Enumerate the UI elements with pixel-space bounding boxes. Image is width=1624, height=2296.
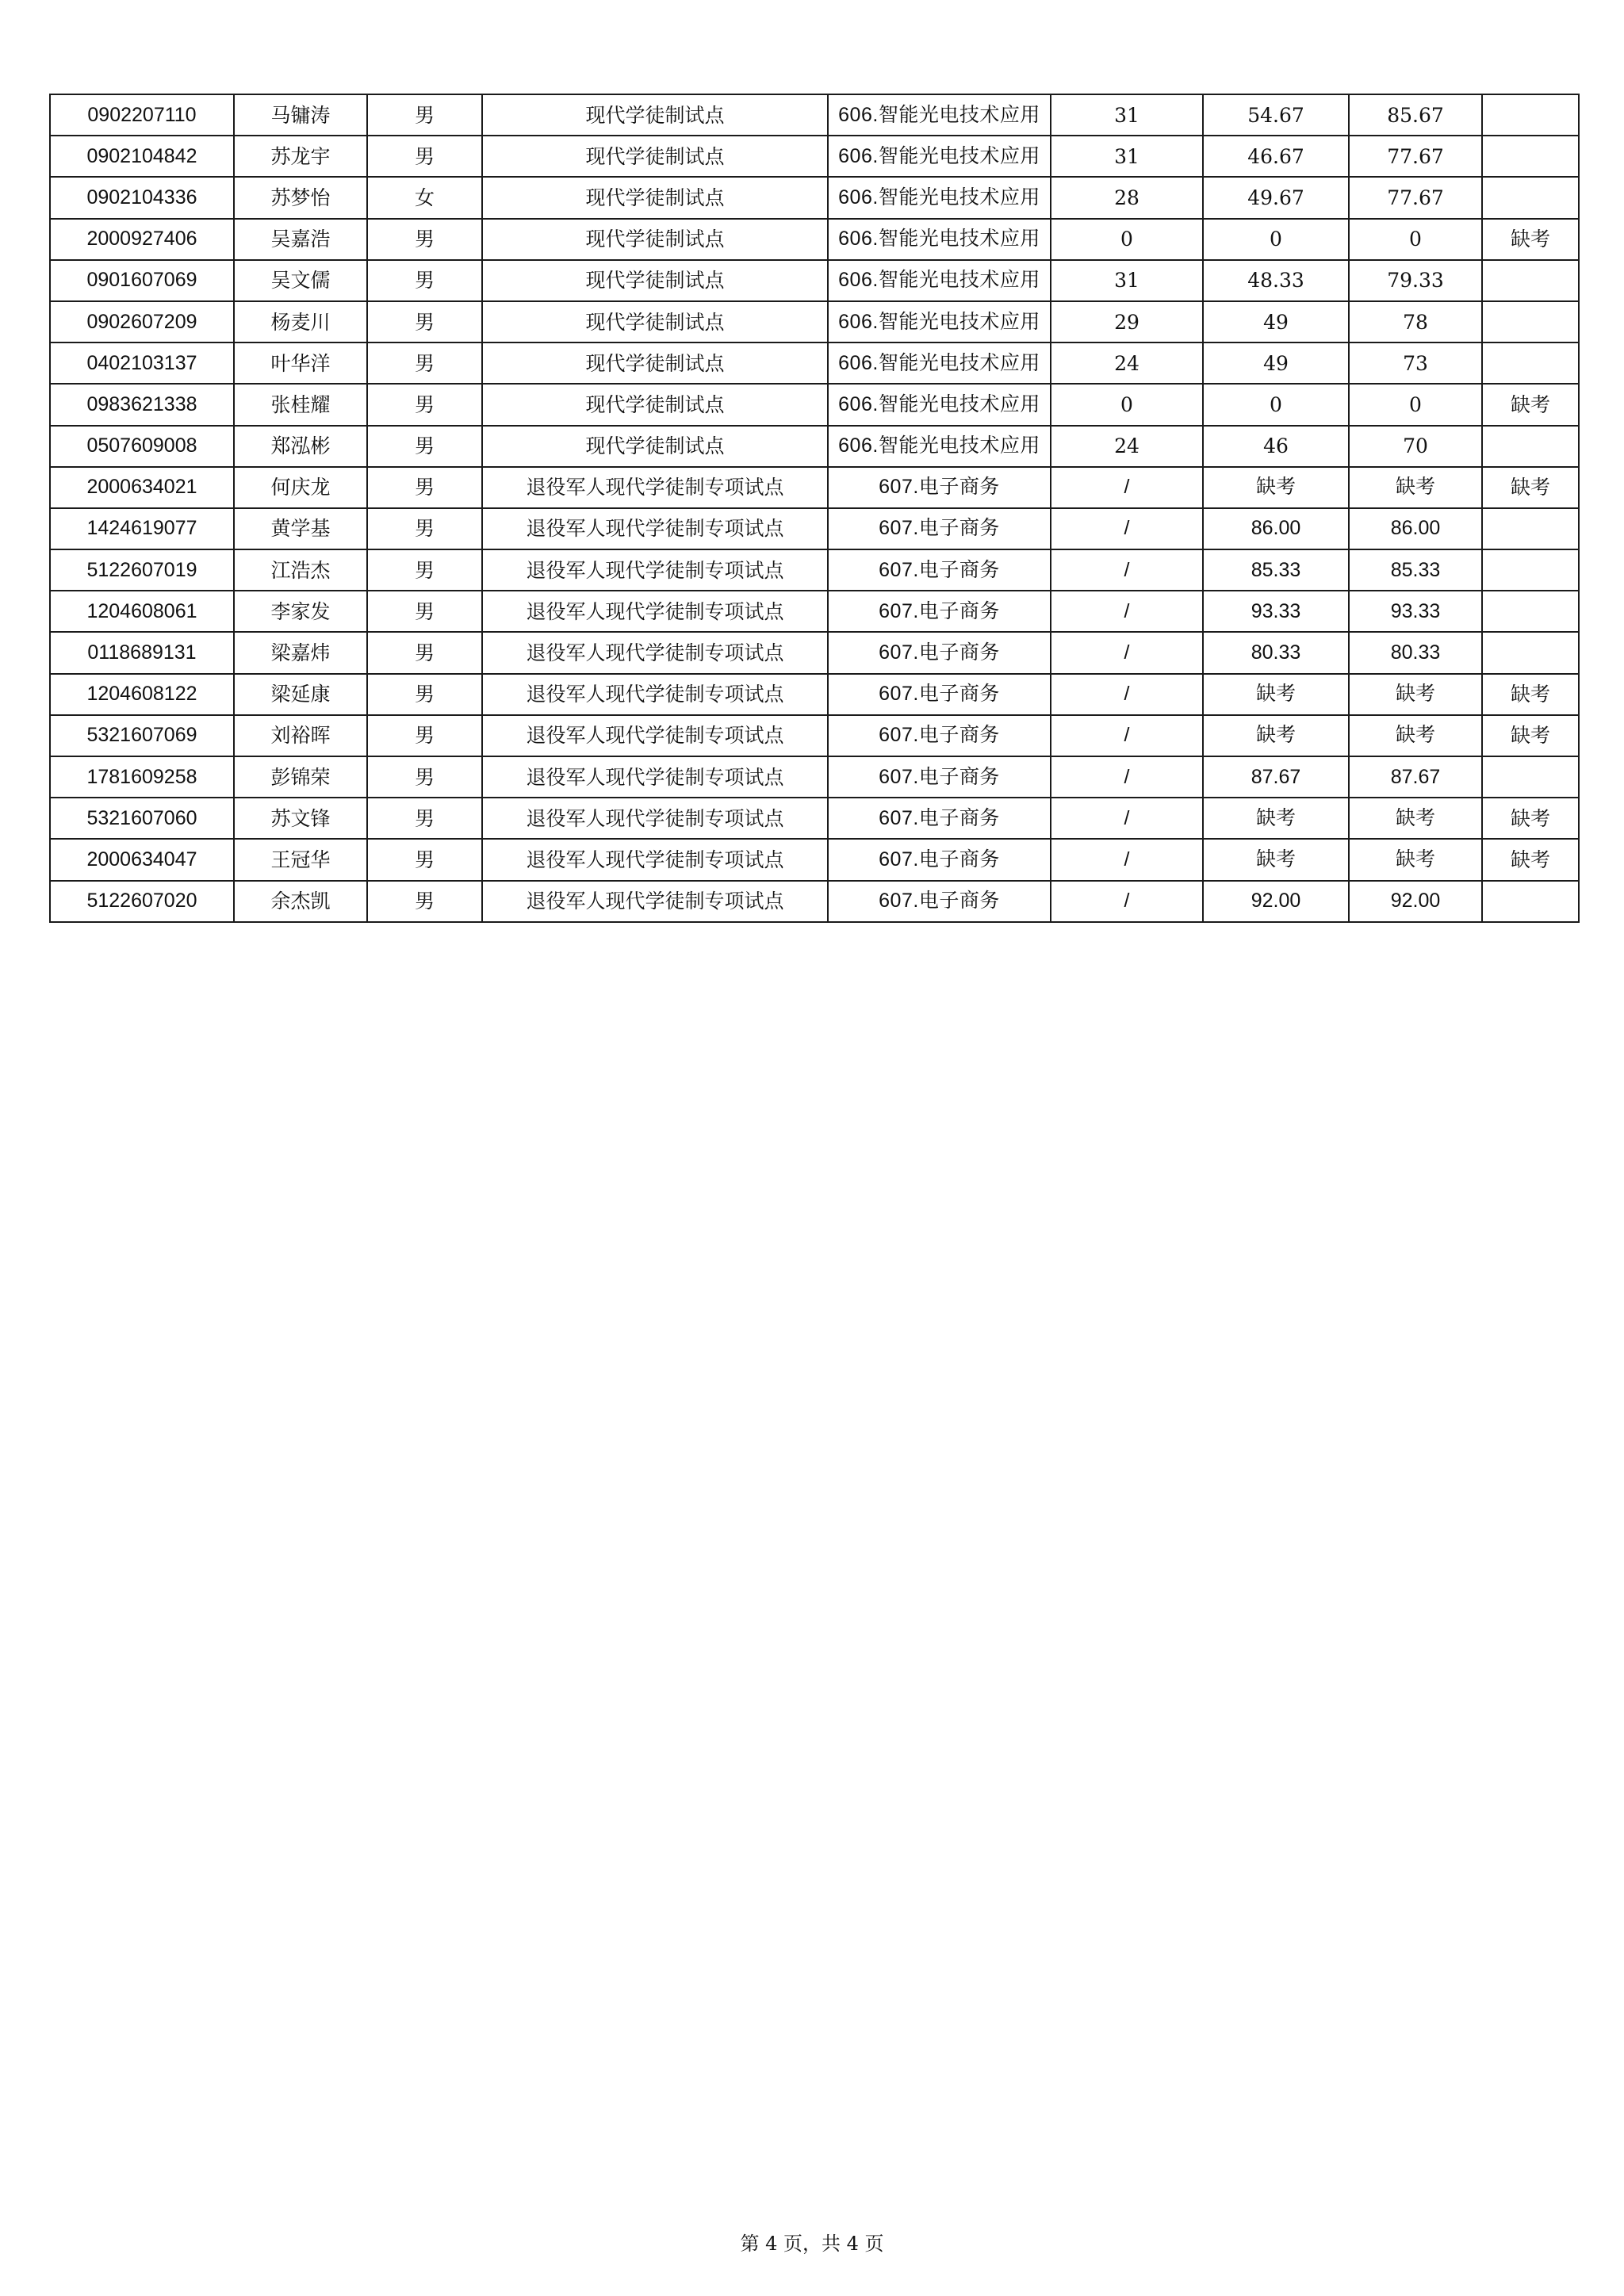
total-score-cell: 73 xyxy=(1349,342,1482,384)
major-cell: 607.电子商务 xyxy=(828,467,1051,508)
score1-cell: 31 xyxy=(1051,260,1203,301)
page-number: 第 4 页，共 4 页 xyxy=(740,2233,884,2255)
total-score-cell: 93.33 xyxy=(1349,591,1482,632)
score2-cell: 80.33 xyxy=(1203,632,1349,673)
score2-cell: 缺考 xyxy=(1203,798,1349,839)
score-table xyxy=(49,94,1580,923)
remark-cell: 缺考 xyxy=(1482,839,1579,880)
score2-cell: 54.67 xyxy=(1203,94,1349,136)
total-score-cell: 70 xyxy=(1349,426,1482,467)
score1-cell: / xyxy=(1051,674,1203,715)
exam-id-cell: 0901607069 xyxy=(50,260,234,301)
major-cell: 606.智能光电技术应用 xyxy=(828,94,1051,136)
category-cell: 退役军人现代学徒制专项试点 xyxy=(482,549,828,591)
name-cell: 黄学基 xyxy=(234,508,367,549)
category-cell: 退役军人现代学徒制专项试点 xyxy=(482,881,828,922)
major-cell: 606.智能光电技术应用 xyxy=(828,342,1051,384)
score1-cell: 0 xyxy=(1051,384,1203,425)
total-score-cell: 87.67 xyxy=(1349,756,1482,798)
name-cell: 何庆龙 xyxy=(234,467,367,508)
category-cell: 退役军人现代学徒制专项试点 xyxy=(482,715,828,756)
exam-id-cell: 1781609258 xyxy=(50,756,234,798)
major-cell: 607.电子商务 xyxy=(828,756,1051,798)
score2-cell: 49 xyxy=(1203,301,1349,342)
name-cell: 杨麦川 xyxy=(234,301,367,342)
remark-cell xyxy=(1482,342,1579,384)
table-row xyxy=(50,177,1579,218)
table-row xyxy=(50,342,1579,384)
exam-id-cell: 0983621338 xyxy=(50,384,234,425)
category-cell: 退役军人现代学徒制专项试点 xyxy=(482,508,828,549)
category-cell: 退役军人现代学徒制专项试点 xyxy=(482,467,828,508)
major-cell: 607.电子商务 xyxy=(828,881,1051,922)
major-cell: 607.电子商务 xyxy=(828,798,1051,839)
name-cell: 余杰凯 xyxy=(234,881,367,922)
major-cell: 607.电子商务 xyxy=(828,591,1051,632)
remark-cell xyxy=(1482,508,1579,549)
remark-cell xyxy=(1482,591,1579,632)
remark-cell: 缺考 xyxy=(1482,674,1579,715)
table-row xyxy=(50,260,1579,301)
gender-cell: 男 xyxy=(367,715,482,756)
table-row xyxy=(50,301,1579,342)
score2-cell: 87.67 xyxy=(1203,756,1349,798)
exam-id-cell: 0902104842 xyxy=(50,136,234,177)
category-cell: 退役军人现代学徒制专项试点 xyxy=(482,674,828,715)
remark-cell xyxy=(1482,301,1579,342)
table-row xyxy=(50,94,1579,136)
name-cell: 王冠华 xyxy=(234,839,367,880)
name-cell: 苏文锋 xyxy=(234,798,367,839)
score1-cell: / xyxy=(1051,508,1203,549)
score1-cell: 29 xyxy=(1051,301,1203,342)
category-cell: 现代学徒制试点 xyxy=(482,426,828,467)
exam-id-cell: 0902607209 xyxy=(50,301,234,342)
name-cell: 梁延康 xyxy=(234,674,367,715)
table-row xyxy=(50,426,1579,467)
gender-cell: 男 xyxy=(367,881,482,922)
category-cell: 现代学徒制试点 xyxy=(482,384,828,425)
major-cell: 606.智能光电技术应用 xyxy=(828,177,1051,218)
exam-id-cell: 2000634047 xyxy=(50,839,234,880)
category-cell: 现代学徒制试点 xyxy=(482,219,828,260)
name-cell: 梁嘉炜 xyxy=(234,632,367,673)
category-cell: 退役军人现代学徒制专项试点 xyxy=(482,839,828,880)
name-cell: 李家发 xyxy=(234,591,367,632)
score1-cell: / xyxy=(1051,467,1203,508)
gender-cell: 男 xyxy=(367,756,482,798)
total-score-cell: 缺考 xyxy=(1349,839,1482,880)
gender-cell: 男 xyxy=(367,260,482,301)
name-cell: 郑泓彬 xyxy=(234,426,367,467)
remark-cell: 缺考 xyxy=(1482,219,1579,260)
major-cell: 607.电子商务 xyxy=(828,715,1051,756)
category-cell: 现代学徒制试点 xyxy=(482,136,828,177)
score2-cell: 85.33 xyxy=(1203,549,1349,591)
score2-cell: 86.00 xyxy=(1203,508,1349,549)
remark-cell: 缺考 xyxy=(1482,467,1579,508)
remark-cell xyxy=(1482,756,1579,798)
remark-cell xyxy=(1482,632,1579,673)
remark-cell: 缺考 xyxy=(1482,798,1579,839)
total-score-cell: 85.33 xyxy=(1349,549,1482,591)
category-cell: 现代学徒制试点 xyxy=(482,260,828,301)
major-cell: 607.电子商务 xyxy=(828,839,1051,880)
table-row xyxy=(50,632,1579,673)
table-row xyxy=(50,219,1579,260)
exam-id-cell: 0402103137 xyxy=(50,342,234,384)
table-row xyxy=(50,881,1579,922)
major-cell: 606.智能光电技术应用 xyxy=(828,219,1051,260)
gender-cell: 男 xyxy=(367,839,482,880)
score1-cell: 31 xyxy=(1051,94,1203,136)
major-cell: 606.智能光电技术应用 xyxy=(828,301,1051,342)
exam-id-cell: 2000927406 xyxy=(50,219,234,260)
total-score-cell: 缺考 xyxy=(1349,674,1482,715)
name-cell: 彭锦荣 xyxy=(234,756,367,798)
score2-cell: 缺考 xyxy=(1203,467,1349,508)
score2-cell: 49 xyxy=(1203,342,1349,384)
remark-cell xyxy=(1482,881,1579,922)
total-score-cell: 0 xyxy=(1349,219,1482,260)
total-score-cell: 78 xyxy=(1349,301,1482,342)
total-score-cell: 86.00 xyxy=(1349,508,1482,549)
name-cell: 吴文儒 xyxy=(234,260,367,301)
table-body xyxy=(50,94,1579,922)
gender-cell: 男 xyxy=(367,591,482,632)
exam-id-cell: 5321607069 xyxy=(50,715,234,756)
category-cell: 现代学徒制试点 xyxy=(482,301,828,342)
exam-id-cell: 5122607020 xyxy=(50,881,234,922)
score1-cell: / xyxy=(1051,881,1203,922)
total-score-cell: 92.00 xyxy=(1349,881,1482,922)
table-row xyxy=(50,136,1579,177)
score1-cell: / xyxy=(1051,798,1203,839)
score2-cell: 48.33 xyxy=(1203,260,1349,301)
exam-id-cell: 5122607019 xyxy=(50,549,234,591)
major-cell: 606.智能光电技术应用 xyxy=(828,426,1051,467)
category-cell: 退役军人现代学徒制专项试点 xyxy=(482,632,828,673)
gender-cell: 男 xyxy=(367,136,482,177)
gender-cell: 男 xyxy=(367,219,482,260)
major-cell: 607.电子商务 xyxy=(828,632,1051,673)
score2-cell: 缺考 xyxy=(1203,839,1349,880)
gender-cell: 男 xyxy=(367,632,482,673)
major-cell: 607.电子商务 xyxy=(828,674,1051,715)
table-row xyxy=(50,508,1579,549)
gender-cell: 男 xyxy=(367,549,482,591)
table-row xyxy=(50,756,1579,798)
score2-cell: 49.67 xyxy=(1203,177,1349,218)
exam-id-cell: 0902207110 xyxy=(50,94,234,136)
score1-cell: / xyxy=(1051,756,1203,798)
gender-cell: 男 xyxy=(367,426,482,467)
score1-cell: / xyxy=(1051,549,1203,591)
score1-cell: / xyxy=(1051,632,1203,673)
table-row xyxy=(50,549,1579,591)
name-cell: 张桂耀 xyxy=(234,384,367,425)
exam-id-cell: 1424619077 xyxy=(50,508,234,549)
score2-cell: 0 xyxy=(1203,219,1349,260)
remark-cell xyxy=(1482,94,1579,136)
score1-cell: 31 xyxy=(1051,136,1203,177)
remark-cell: 缺考 xyxy=(1482,384,1579,425)
table-row xyxy=(50,674,1579,715)
remark-cell xyxy=(1482,260,1579,301)
score1-cell: / xyxy=(1051,591,1203,632)
score1-cell: 24 xyxy=(1051,426,1203,467)
score1-cell: 0 xyxy=(1051,219,1203,260)
table-row xyxy=(50,715,1579,756)
category-cell: 现代学徒制试点 xyxy=(482,94,828,136)
gender-cell: 女 xyxy=(367,177,482,218)
name-cell: 江浩杰 xyxy=(234,549,367,591)
table-row xyxy=(50,384,1579,425)
score2-cell: 92.00 xyxy=(1203,881,1349,922)
exam-id-cell: 5321607060 xyxy=(50,798,234,839)
score1-cell: 28 xyxy=(1051,177,1203,218)
gender-cell: 男 xyxy=(367,384,482,425)
total-score-cell: 缺考 xyxy=(1349,467,1482,508)
table-row xyxy=(50,591,1579,632)
table-row xyxy=(50,839,1579,880)
score2-cell: 0 xyxy=(1203,384,1349,425)
score2-cell: 缺考 xyxy=(1203,715,1349,756)
gender-cell: 男 xyxy=(367,342,482,384)
exam-id-cell: 0902104336 xyxy=(50,177,234,218)
total-score-cell: 缺考 xyxy=(1349,715,1482,756)
score2-cell: 93.33 xyxy=(1203,591,1349,632)
gender-cell: 男 xyxy=(367,467,482,508)
exam-id-cell: 0118689131 xyxy=(50,632,234,673)
remark-cell xyxy=(1482,549,1579,591)
total-score-cell: 缺考 xyxy=(1349,798,1482,839)
total-score-cell: 0 xyxy=(1349,384,1482,425)
major-cell: 606.智能光电技术应用 xyxy=(828,136,1051,177)
category-cell: 退役军人现代学徒制专项试点 xyxy=(482,798,828,839)
exam-id-cell: 2000634021 xyxy=(50,467,234,508)
gender-cell: 男 xyxy=(367,94,482,136)
gender-cell: 男 xyxy=(367,674,482,715)
major-cell: 607.电子商务 xyxy=(828,549,1051,591)
total-score-cell: 79.33 xyxy=(1349,260,1482,301)
remark-cell xyxy=(1482,426,1579,467)
total-score-cell: 77.67 xyxy=(1349,136,1482,177)
name-cell: 苏龙宇 xyxy=(234,136,367,177)
table-row xyxy=(50,798,1579,839)
category-cell: 现代学徒制试点 xyxy=(482,342,828,384)
name-cell: 刘裕晖 xyxy=(234,715,367,756)
category-cell: 现代学徒制试点 xyxy=(482,177,828,218)
total-score-cell: 80.33 xyxy=(1349,632,1482,673)
name-cell: 吴嘉浩 xyxy=(234,219,367,260)
score2-cell: 缺考 xyxy=(1203,674,1349,715)
score1-cell: 24 xyxy=(1051,342,1203,384)
total-score-cell: 77.67 xyxy=(1349,177,1482,218)
score1-cell: / xyxy=(1051,839,1203,880)
category-cell: 退役军人现代学徒制专项试点 xyxy=(482,591,828,632)
score2-cell: 46 xyxy=(1203,426,1349,467)
name-cell: 苏梦怡 xyxy=(234,177,367,218)
gender-cell: 男 xyxy=(367,508,482,549)
major-cell: 607.电子商务 xyxy=(828,508,1051,549)
exam-id-cell: 1204608122 xyxy=(50,674,234,715)
major-cell: 606.智能光电技术应用 xyxy=(828,384,1051,425)
gender-cell: 男 xyxy=(367,798,482,839)
exam-id-cell: 1204608061 xyxy=(50,591,234,632)
name-cell: 叶华洋 xyxy=(234,342,367,384)
total-score-cell: 85.67 xyxy=(1349,94,1482,136)
category-cell: 退役军人现代学徒制专项试点 xyxy=(482,756,828,798)
major-cell: 606.智能光电技术应用 xyxy=(828,260,1051,301)
remark-cell xyxy=(1482,136,1579,177)
table-row xyxy=(50,467,1579,508)
remark-cell xyxy=(1482,177,1579,218)
remark-cell: 缺考 xyxy=(1482,715,1579,756)
name-cell: 马镛涛 xyxy=(234,94,367,136)
score2-cell: 46.67 xyxy=(1203,136,1349,177)
exam-id-cell: 0507609008 xyxy=(50,426,234,467)
score1-cell: / xyxy=(1051,715,1203,756)
gender-cell: 男 xyxy=(367,301,482,342)
